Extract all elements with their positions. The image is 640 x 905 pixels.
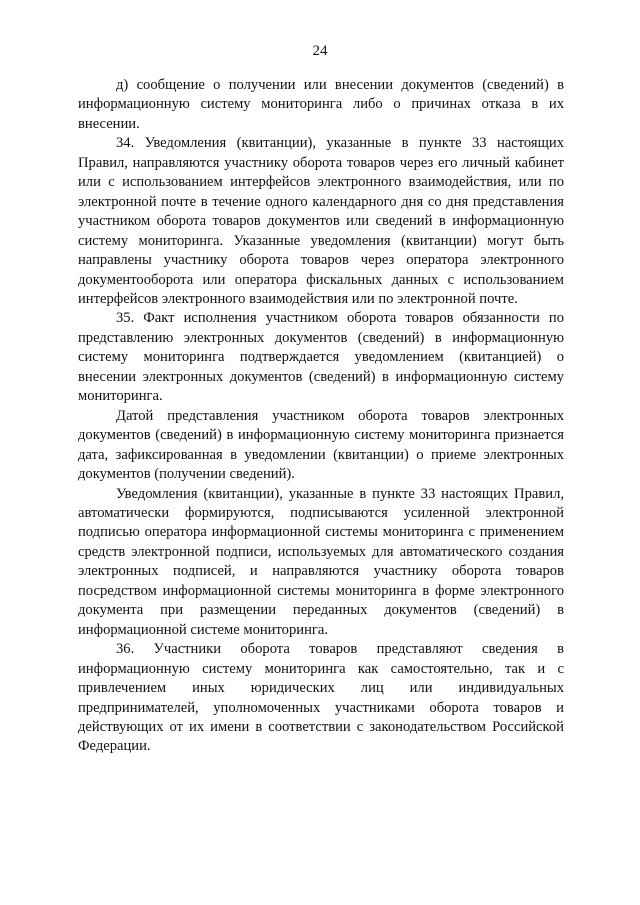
paragraph-34: 34. Уведомления (квитанции), указанные в пункте 33 настоящих Правил, направляются участнику оборота товаров через его личный кабинет или с использованием интерфейсов электронного взаимодействия, или по электронной почте в течение одного календарного дня со дня представления участником оборота товаров документов или сведений в информационную систему мониторинга. Указанные уведомления (квитанции) могут быть направлены участнику оборота товаров через оператора электронного документооборота или оператора фискальных данных с использованием интерфейсов электронного взаимодействия или по электронной почте. (78, 135, 564, 307)
paragraph-item-d: д) сообщение о получении или внесении документов (сведений) в информационную систему мониторинга либо о причинах отказа в их внесении. (78, 77, 564, 132)
paragraph-35: 35. Факт исполнения участником оборота товаров обязанности по представлению электронных документов (сведений) в информационную систему мониторинга подтверждается уведомлением (квитанцией) о внесении электронных документов (сведений) в информационную систему мониторинга. (78, 310, 564, 405)
page-number: 24 (312, 43, 328, 59)
paragraph-36: 36. Участники оборота товаров представляют сведения в информационную систему мониторинга как самостоятельно, так и с привлечением иных юридических лиц или индивидуальных предпринимателей, уполномоченных участниками оборота товаров и действующих от их имени в соответствии с законодательством Российской Федерации. (78, 641, 564, 755)
paragraph-notifications: Уведомления (квитанции), указанные в пункте 33 настоящих Правил, автоматически формируются, подписываются усиленной электронной подписью оператора информационной системы мониторинга с применением средств электронной подписи, используемых для автоматического создания электронных подписей, и направляются участнику оборота товаров посредством информационной системы мониторинга в форме электронного документа при размещении переданных документов (сведений) в информационной системе мониторинга. (78, 485, 564, 638)
document-body (78, 76, 564, 757)
paragraph-submission-date: Датой представления участником оборота товаров электронных документов (сведений) в информационную систему мониторинга признается дата, зафиксированная в уведомлении (квитанции) о приеме электронных документов (получении сведений). (78, 407, 564, 483)
